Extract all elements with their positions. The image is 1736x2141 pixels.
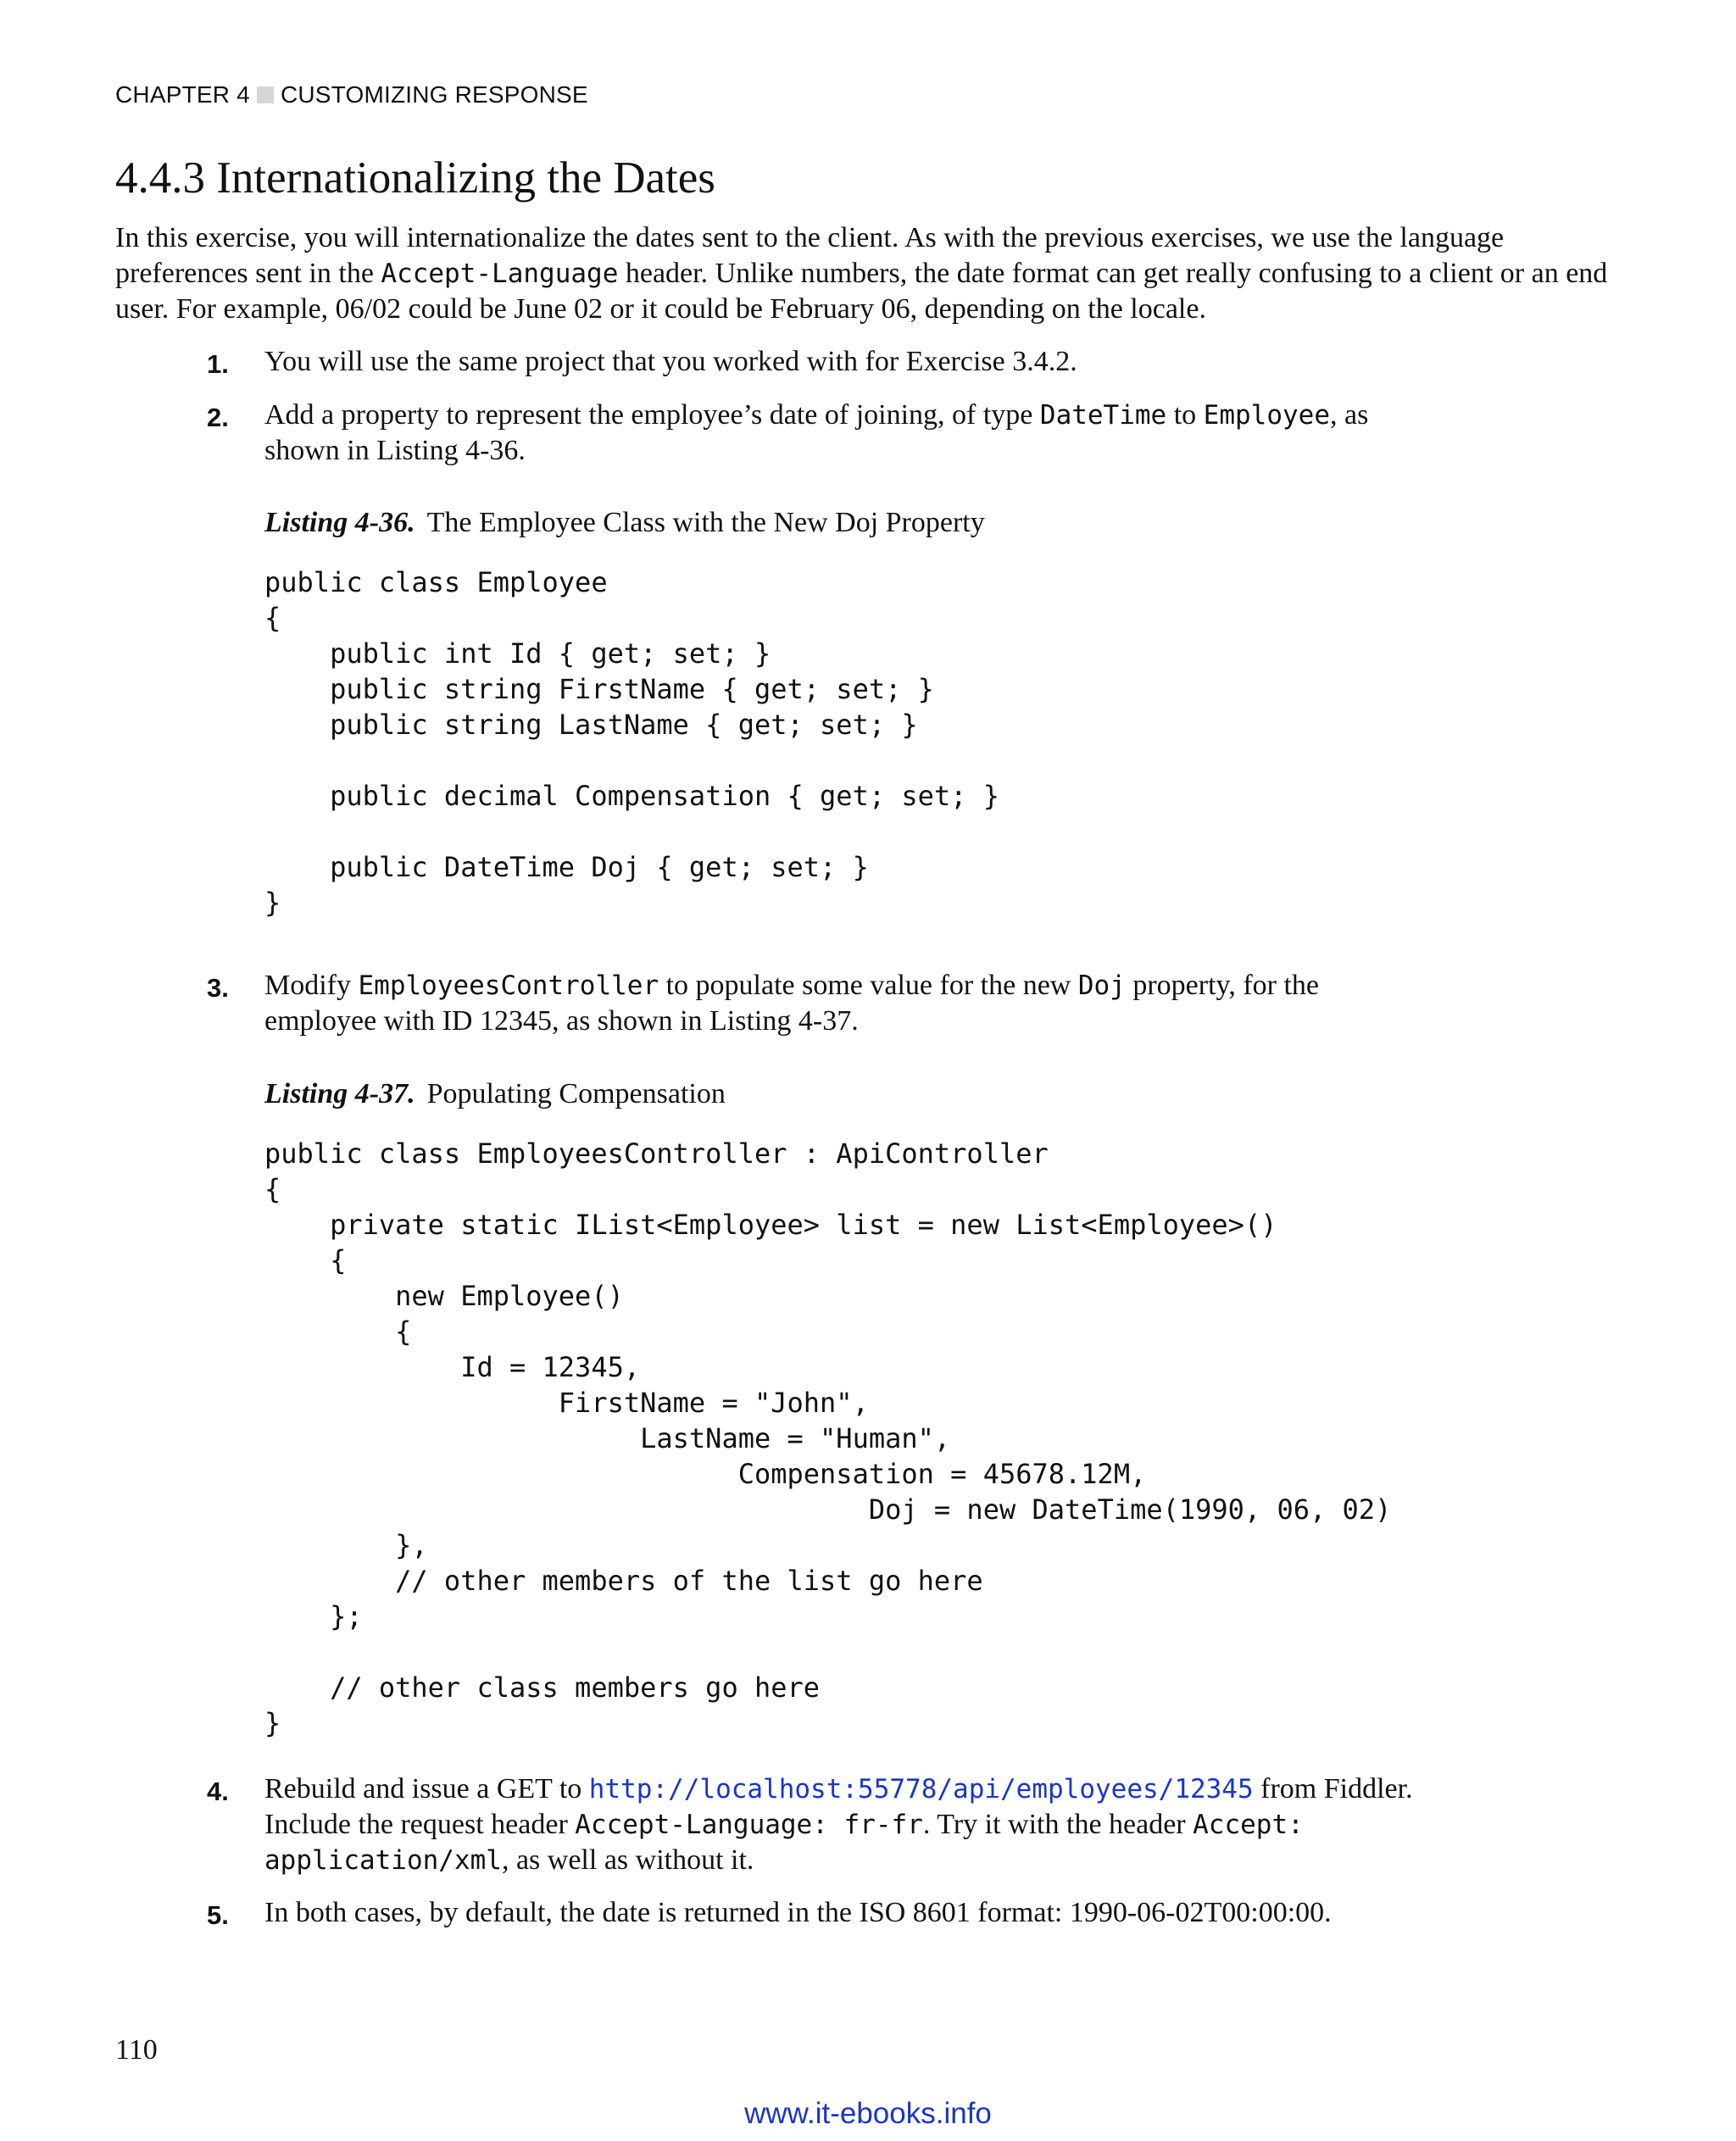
chapter-title: CUSTOMIZING RESPONSE xyxy=(280,81,588,108)
page-number: 110 xyxy=(115,2034,158,2066)
code-line: public class EmployeesController : ApiController xyxy=(264,1137,1049,1170)
code-line: }; xyxy=(264,1600,363,1632)
code-line: new Employee() xyxy=(264,1280,624,1312)
step-text: In both cases, by default, the date is returned in the ISO 8601 format: 1990-06-02T00:00:00. xyxy=(264,1897,1332,1928)
code-line: } xyxy=(264,887,281,919)
intro-paragraph: In this exercise, you will internationalize the dates sent to the client. As with the previous exercises, we use the language preferences sent in the Accept-Language header. Unlike numbers, the date format can get really confusing to a client or an end user. For example, 06/02 could be June 02 or it could be February 06, depending on the locale. xyxy=(115,222,1608,325)
chapter-label: CHAPTER 4 xyxy=(115,81,250,108)
step-text: Rebuild and issue a GET to http://localhost:55778/api/employees/12345 from Fiddler. Include the request header Accept-Language: fr-fr. Try it with the header Accept: application/xml, as well as without it. xyxy=(264,1773,1413,1876)
code-line: public string LastName { get; set; } xyxy=(264,709,918,741)
code-line-highlight: Compensation = 45678.12M, xyxy=(264,1458,1147,1490)
code-listing xyxy=(264,564,999,920)
code-line: // other members of the list go here xyxy=(264,1565,983,1597)
step-number: 1. xyxy=(207,349,229,379)
step-number: 5. xyxy=(207,1900,229,1930)
code-line: }, xyxy=(264,1529,428,1561)
code-line: } xyxy=(264,1707,281,1739)
footer-website-link[interactable]: www.it-ebooks.info xyxy=(744,2097,992,2130)
running-header xyxy=(115,81,588,108)
code-line xyxy=(264,742,999,778)
code-listing xyxy=(264,1136,1391,1741)
employees-url-link[interactable]: http://localhost:55778/api/employees/12345 xyxy=(588,1774,1254,1805)
code-line: FirstName = "John", xyxy=(264,1387,869,1419)
step-text: You will use the same project that you worked with for Exercise 3.4.2. xyxy=(264,346,1077,377)
code-line: public string FirstName { get; set; } xyxy=(264,673,934,705)
step-number: 4. xyxy=(207,1777,229,1806)
code-line: public class Employee xyxy=(264,566,608,598)
listing-caption: Listing 4-36. The Employee Class with the New Doj Property xyxy=(264,507,985,538)
step-number: 2. xyxy=(207,403,229,432)
code-line-highlight: Doj = new DateTime(1990, 06, 02) xyxy=(264,1493,1392,1526)
code-line: Id = 12345, xyxy=(264,1351,641,1383)
code-line: public int Id { get; set; } xyxy=(264,637,771,670)
code-line: // other class members go here xyxy=(264,1671,821,1704)
code-line: { xyxy=(264,1244,347,1276)
code-line xyxy=(264,814,999,849)
code-line-highlight: public DateTime Doj { get; set; } xyxy=(264,851,869,883)
section-title: 4.4.3 Internationalizing the Dates xyxy=(115,153,715,203)
code-line: { xyxy=(264,1173,281,1205)
listing-caption: Listing 4-37. Populating Compensation xyxy=(264,1078,726,1109)
step-text: Modify EmployeesController to populate some value for the new Doj property, for the employee with ID 12345, as shown in Listing 4-37. xyxy=(264,970,1320,1037)
code-line: private static IList<Employee> list = new List<Employee>() xyxy=(264,1209,1277,1241)
step-text: Add a property to represent the employee’s date of joining, of type DateTime to Employee, as shown in Listing 4-36. xyxy=(264,399,1369,466)
code-line: { xyxy=(264,602,281,634)
code-line xyxy=(264,1634,1391,1670)
separator-square xyxy=(257,86,274,103)
step-number: 3. xyxy=(207,973,229,1003)
code-line: LastName = "Human", xyxy=(264,1422,951,1454)
code-line: { xyxy=(264,1315,412,1348)
code-line: public decimal Compensation { get; set; } xyxy=(264,780,999,812)
